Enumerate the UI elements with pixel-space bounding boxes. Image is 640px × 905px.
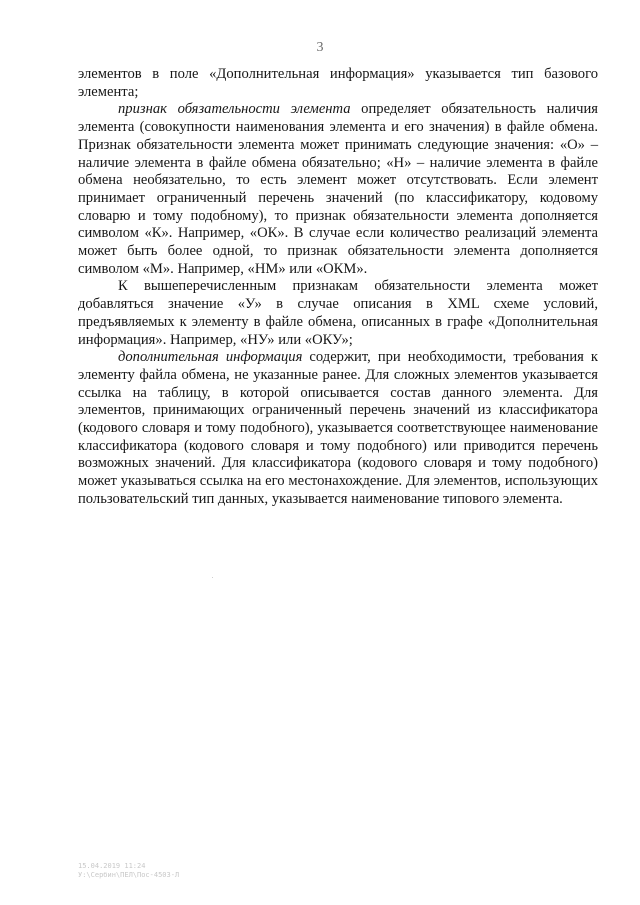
paragraph-additional-information [78,349,598,508]
paragraph-text: К вышеперечисленным признакам обязательности элемента может добавляться значение «У» в случае описания в XML схеме условий, предъявляемых к элементу в файле обмена, описанных в графе «Дополнительная информация». Например, «НУ» или «ОКУ»; [78,278,598,348]
paragraph-text: содержит, при необходимости, требования к элементу файла обмена, не указанные ранее. Для сложных элементов указывается ссылка на таблицу, в которой описывается состав данного элемента. Для элементов, принимающих ограниченный перечень значений из классификатора (кодового словаря и тому подобного), указывается соответствующее наименование классификатора (кодового словаря и тому подобного) или приводится перечень возможных значений. Для классификатора (кодового словаря и тому подобного) может указываться ссылка на его местонахождение. Для элементов, использующих пользовательский тип данных, указывается наименование типового элемента. [78,349,599,507]
term-mandatory-attribute: признак обязательности элемента [118,101,351,118]
paragraph-base-element-type [78,66,598,101]
term-additional-information: дополнительная информация [118,349,303,366]
document-body [78,66,598,509]
page-number: 3 [316,40,324,55]
footer-stamp [78,862,179,880]
paragraph-mandatory-attribute [78,101,598,278]
footer-timestamp: 15.04.2019 11:24 [78,862,146,870]
paragraph-additional-value-u [78,278,598,349]
scan-speck [212,577,213,578]
footer-file-path: У:\Сербин\ПЕЛ\Пос-4503-Л [78,871,180,879]
paragraph-text: элементов в поле «Дополнительная информация» указывается тип базового элемента; [78,66,598,100]
paragraph-text: определяет обязательность наличия элемента (совокупности наименования элемента и его значения) в файле обмена. Признак обязательности элемента может принимать следующие значения: «О» – наличие элемента в файле обмена обязательно; «Н» – наличие элемента в файле обмена необязательно, то есть элемент может отсутствовать. Если элемент принимает ограниченный перечень значений (по классификатору, кодовому словарю и тому подобному), то признак обязательности элемента дополняется символом «К». Например, «ОК». В случае если количество реализаций элемента может быть более одной, то признак обязательности элемента дополняется символом «М». Например, «НМ» или «ОКМ». [78,101,598,277]
